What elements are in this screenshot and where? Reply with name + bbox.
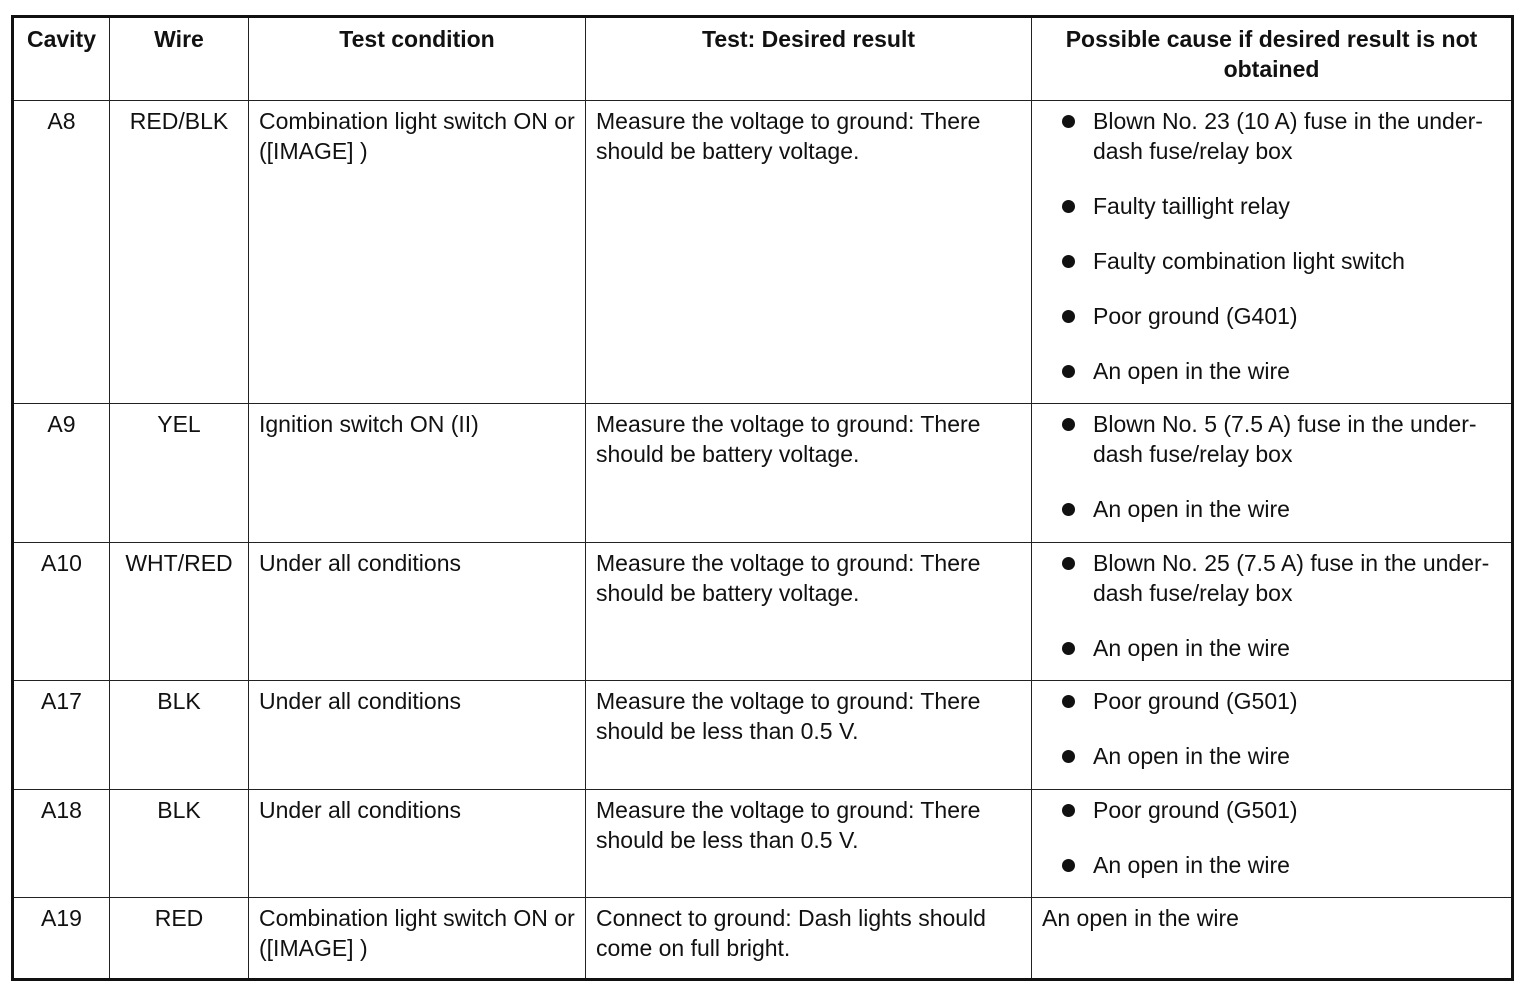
cause-text: An open in the wire <box>1093 496 1290 522</box>
table-row <box>13 681 1513 790</box>
bullet-icon <box>1062 695 1075 708</box>
cause-cell <box>1032 404 1513 543</box>
bullet-icon <box>1062 255 1075 268</box>
cause-text: An open in the wire <box>1093 635 1290 661</box>
wire-cell: RED <box>110 898 249 980</box>
table-row <box>13 790 1513 898</box>
bullet-icon <box>1062 859 1075 872</box>
header-cavity: Cavity <box>13 17 110 101</box>
cause-list <box>1056 795 1503 880</box>
bullet-icon <box>1062 365 1075 378</box>
cause-list <box>1056 106 1503 386</box>
cavity-cell: A19 <box>13 898 110 980</box>
wire-cell: BLK <box>110 790 249 898</box>
cause-item <box>1056 356 1503 386</box>
cause-list <box>1056 548 1503 663</box>
cause-text: Poor ground (G401) <box>1093 303 1298 329</box>
troubleshooting-table <box>11 15 1514 981</box>
table-row <box>13 404 1513 543</box>
cause-item <box>1056 850 1503 880</box>
cause-text: Poor ground (G501) <box>1093 797 1298 823</box>
cause-text: An open in the wire <box>1093 852 1290 878</box>
result-cell: Measure the voltage to ground: There should be battery voltage. <box>586 404 1032 543</box>
cause-cell <box>1032 790 1513 898</box>
cause-text: Blown No. 25 (7.5 A) fuse in the under-dash fuse/relay box <box>1093 550 1490 606</box>
condition-cell: Under all conditions <box>249 681 586 790</box>
cause-item <box>1056 548 1503 608</box>
wire-cell: WHT/RED <box>110 543 249 681</box>
cause-cell: An open in the wire <box>1032 898 1513 980</box>
header-test-condition: Test condition <box>249 17 586 101</box>
cause-text: Faulty taillight relay <box>1093 193 1290 219</box>
wire-cell: BLK <box>110 681 249 790</box>
cause-text: An open in the wire <box>1093 358 1290 384</box>
cause-list <box>1056 686 1503 771</box>
cause-item <box>1056 191 1503 221</box>
cause-text: Blown No. 5 (7.5 A) fuse in the under-dash fuse/relay box <box>1093 411 1477 467</box>
cavity-cell: A18 <box>13 790 110 898</box>
condition-cell: Under all conditions <box>249 543 586 681</box>
table-row <box>13 898 1513 980</box>
bullet-icon <box>1062 642 1075 655</box>
condition-cell: Ignition switch ON (II) <box>249 404 586 543</box>
cause-item <box>1056 106 1503 166</box>
bullet-icon <box>1062 750 1075 763</box>
cavity-cell: A9 <box>13 404 110 543</box>
cause-item <box>1056 301 1503 331</box>
cause-text: Poor ground (G501) <box>1093 688 1298 714</box>
condition-cell: Combination light switch ON or ([IMAGE] ) <box>249 898 586 980</box>
cause-text: An open in the wire <box>1093 743 1290 769</box>
result-cell: Connect to ground: Dash lights should come on full bright. <box>586 898 1032 980</box>
bullet-icon <box>1062 557 1075 570</box>
bullet-icon <box>1062 804 1075 817</box>
cause-list <box>1056 409 1503 524</box>
result-cell: Measure the voltage to ground: There should be less than 0.5 V. <box>586 681 1032 790</box>
condition-cell: Combination light switch ON or ([IMAGE] ) <box>249 101 586 404</box>
table-row <box>13 543 1513 681</box>
cause-item <box>1056 741 1503 771</box>
cause-text: Blown No. 23 (10 A) fuse in the under-dash fuse/relay box <box>1093 108 1483 164</box>
cause-cell <box>1032 543 1513 681</box>
cause-item <box>1056 686 1503 716</box>
wire-cell: YEL <box>110 404 249 543</box>
bullet-icon <box>1062 310 1075 323</box>
table-row <box>13 101 1513 404</box>
bullet-icon <box>1062 200 1075 213</box>
header-row <box>13 17 1513 101</box>
cause-item <box>1056 246 1503 276</box>
cause-item <box>1056 409 1503 469</box>
bullet-icon <box>1062 418 1075 431</box>
cause-text: Faulty combination light switch <box>1093 248 1405 274</box>
cause-cell <box>1032 681 1513 790</box>
header-possible-cause: Possible cause if desired result is not obtained <box>1032 17 1513 101</box>
cause-cell <box>1032 101 1513 404</box>
cause-item <box>1056 494 1503 524</box>
bullet-icon <box>1062 115 1075 128</box>
result-cell: Measure the voltage to ground: There should be battery voltage. <box>586 543 1032 681</box>
result-cell: Measure the voltage to ground: There should be less than 0.5 V. <box>586 790 1032 898</box>
header-wire: Wire <box>110 17 249 101</box>
cavity-cell: A10 <box>13 543 110 681</box>
result-cell: Measure the voltage to ground: There should be battery voltage. <box>586 101 1032 404</box>
wire-cell: RED/BLK <box>110 101 249 404</box>
condition-cell: Under all conditions <box>249 790 586 898</box>
cause-item <box>1056 795 1503 825</box>
cavity-cell: A8 <box>13 101 110 404</box>
cause-item <box>1056 633 1503 663</box>
cavity-cell: A17 <box>13 681 110 790</box>
header-desired-result: Test: Desired result <box>586 17 1032 101</box>
bullet-icon <box>1062 503 1075 516</box>
